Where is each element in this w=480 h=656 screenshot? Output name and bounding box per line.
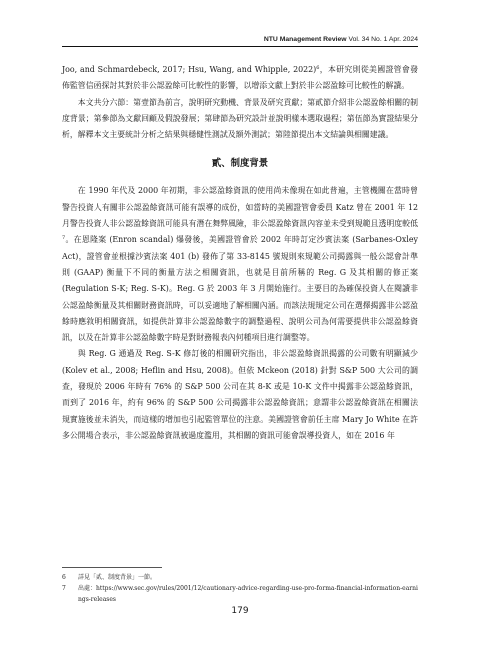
paragraph-regulation: 與 Reg. G 通過及 Reg. S-K 修訂後的相關研究指出，非公認盈餘資訊揭露的公司數有明顯減少 (Kolev et al., 2008; Heflin and Hsu, 2008)。但依 Mckeon (2018) 針對 S&P 500 大公司的調查，發現於 2006 年時有 76% 的 S&P 500 公司在其 8-K 或是 10-K 文件中揭露非公認盈餘資訊，而到了 2016 年，約有 96% 的 S&P 500 公司揭露非公認盈餘資訊；意謂非公認盈餘資訊在相關法規實施後並未消失，而這樣的增加也引起監管單位的注意。美國證管會前任主席 Mary Jo White 在許多公開場合表示，非公認盈餘資訊被過度濫用，其相關的資訊可能會誤導投資人，如在 2016 年 xyxy=(62,349,418,440)
running-header xyxy=(264,36,418,43)
header-rule xyxy=(62,46,418,47)
journal-name: NTU Management Review xyxy=(263,36,347,43)
footnote-ref-7[interactable]: 7 xyxy=(62,235,66,242)
footnotes xyxy=(62,572,418,605)
article-body xyxy=(62,62,418,444)
footnote-text: 詳見「貳、制度背景」一節。 xyxy=(78,574,157,581)
footnote-number: 7 xyxy=(62,585,66,592)
paragraph-continued: Joo, and Schmardebeck, 2017; Hsu, Wang, and Whipple, 2022)$^6$，本研究則從美國證管會發佈監管信函探討其對於非公認盈餘可比較性的影響，以增添文獻上對於非公認盈餘可比較性的解讀。 xyxy=(62,65,418,91)
paragraph-structure: 本文共分六節：第壹節為前言，說明研究動機、背景及研究貢獻；第貳節介紹非公認盈餘相關的制度背景；第參節為文獻回顧及假說發展；第肆節為研究設計並說明樣本選取過程；第伍節為實證結果分析，解釋本文主要統計分析之結果與穩健性測試及額外測試；第陸節提出本文結論與相關建議。 xyxy=(62,97,418,140)
issue-info: Vol. 34 No. 1 Apr. 2024 xyxy=(348,36,418,43)
footnote-text-link[interactable]: 出處：https://www.sec.gov/rules/2001/12/cautionary-advice-regarding-use-pro-forma-financial-information-earnings-releases xyxy=(78,585,418,603)
paragraph-background: 在 1990 年代及 2000 年初期，非公認盈餘資訊的使用尚未像現在如此普遍，主管機關在當時曾警告投資人有關非公認盈餘資訊可能有誤導的成份，如當時的美國證管會委員 Katz 曾在 2001 年 12 月警告投資人非公認盈餘資訊可能具有潛在舞弊風險，非公認盈餘資訊內容並未受到規範且透明度較低$^7$。在恩隆案 (Enron scandal) 爆發後，美國證管會於 2002 年時訂定沙賓法案 (Sarbanes-Oxley Act)，證管會並根據沙賓法案 401 (b) 發佈了第 33-8145 號規則來規範公司揭露與一般公認會計準則 (GAAP) 衡量下不同的衡量方法之相關資訊，也就是目前所稱的 Reg. G 及其相關的修正案 (Regulation S-K; Reg. S-K)。Reg. G 於 2003 年 3 月開始施行。主要目的為確保投資人在閱讀非公認盈餘衡量及其相關財務資訊時，可以妥適地了解相關內涵。而該法規規定公司在選擇揭露非公認盈餘時應敘明相關資訊，如提供計算非公認盈餘數字的調整過程、說明公司為何需要提供非公認盈餘資訊，以及在計算非公認盈餘數字時是對財務報表內何種項目進行調整等。 xyxy=(62,186,418,343)
page-number: 179 xyxy=(231,606,249,616)
footnote-6 xyxy=(62,572,418,583)
section-heading: 貳、制度背景 xyxy=(211,158,269,170)
footnote-rule xyxy=(62,567,162,568)
footnote-ref-6[interactable]: 6 xyxy=(316,65,320,71)
footnote-7 xyxy=(62,583,418,605)
footnote-number: 6 xyxy=(62,574,66,581)
